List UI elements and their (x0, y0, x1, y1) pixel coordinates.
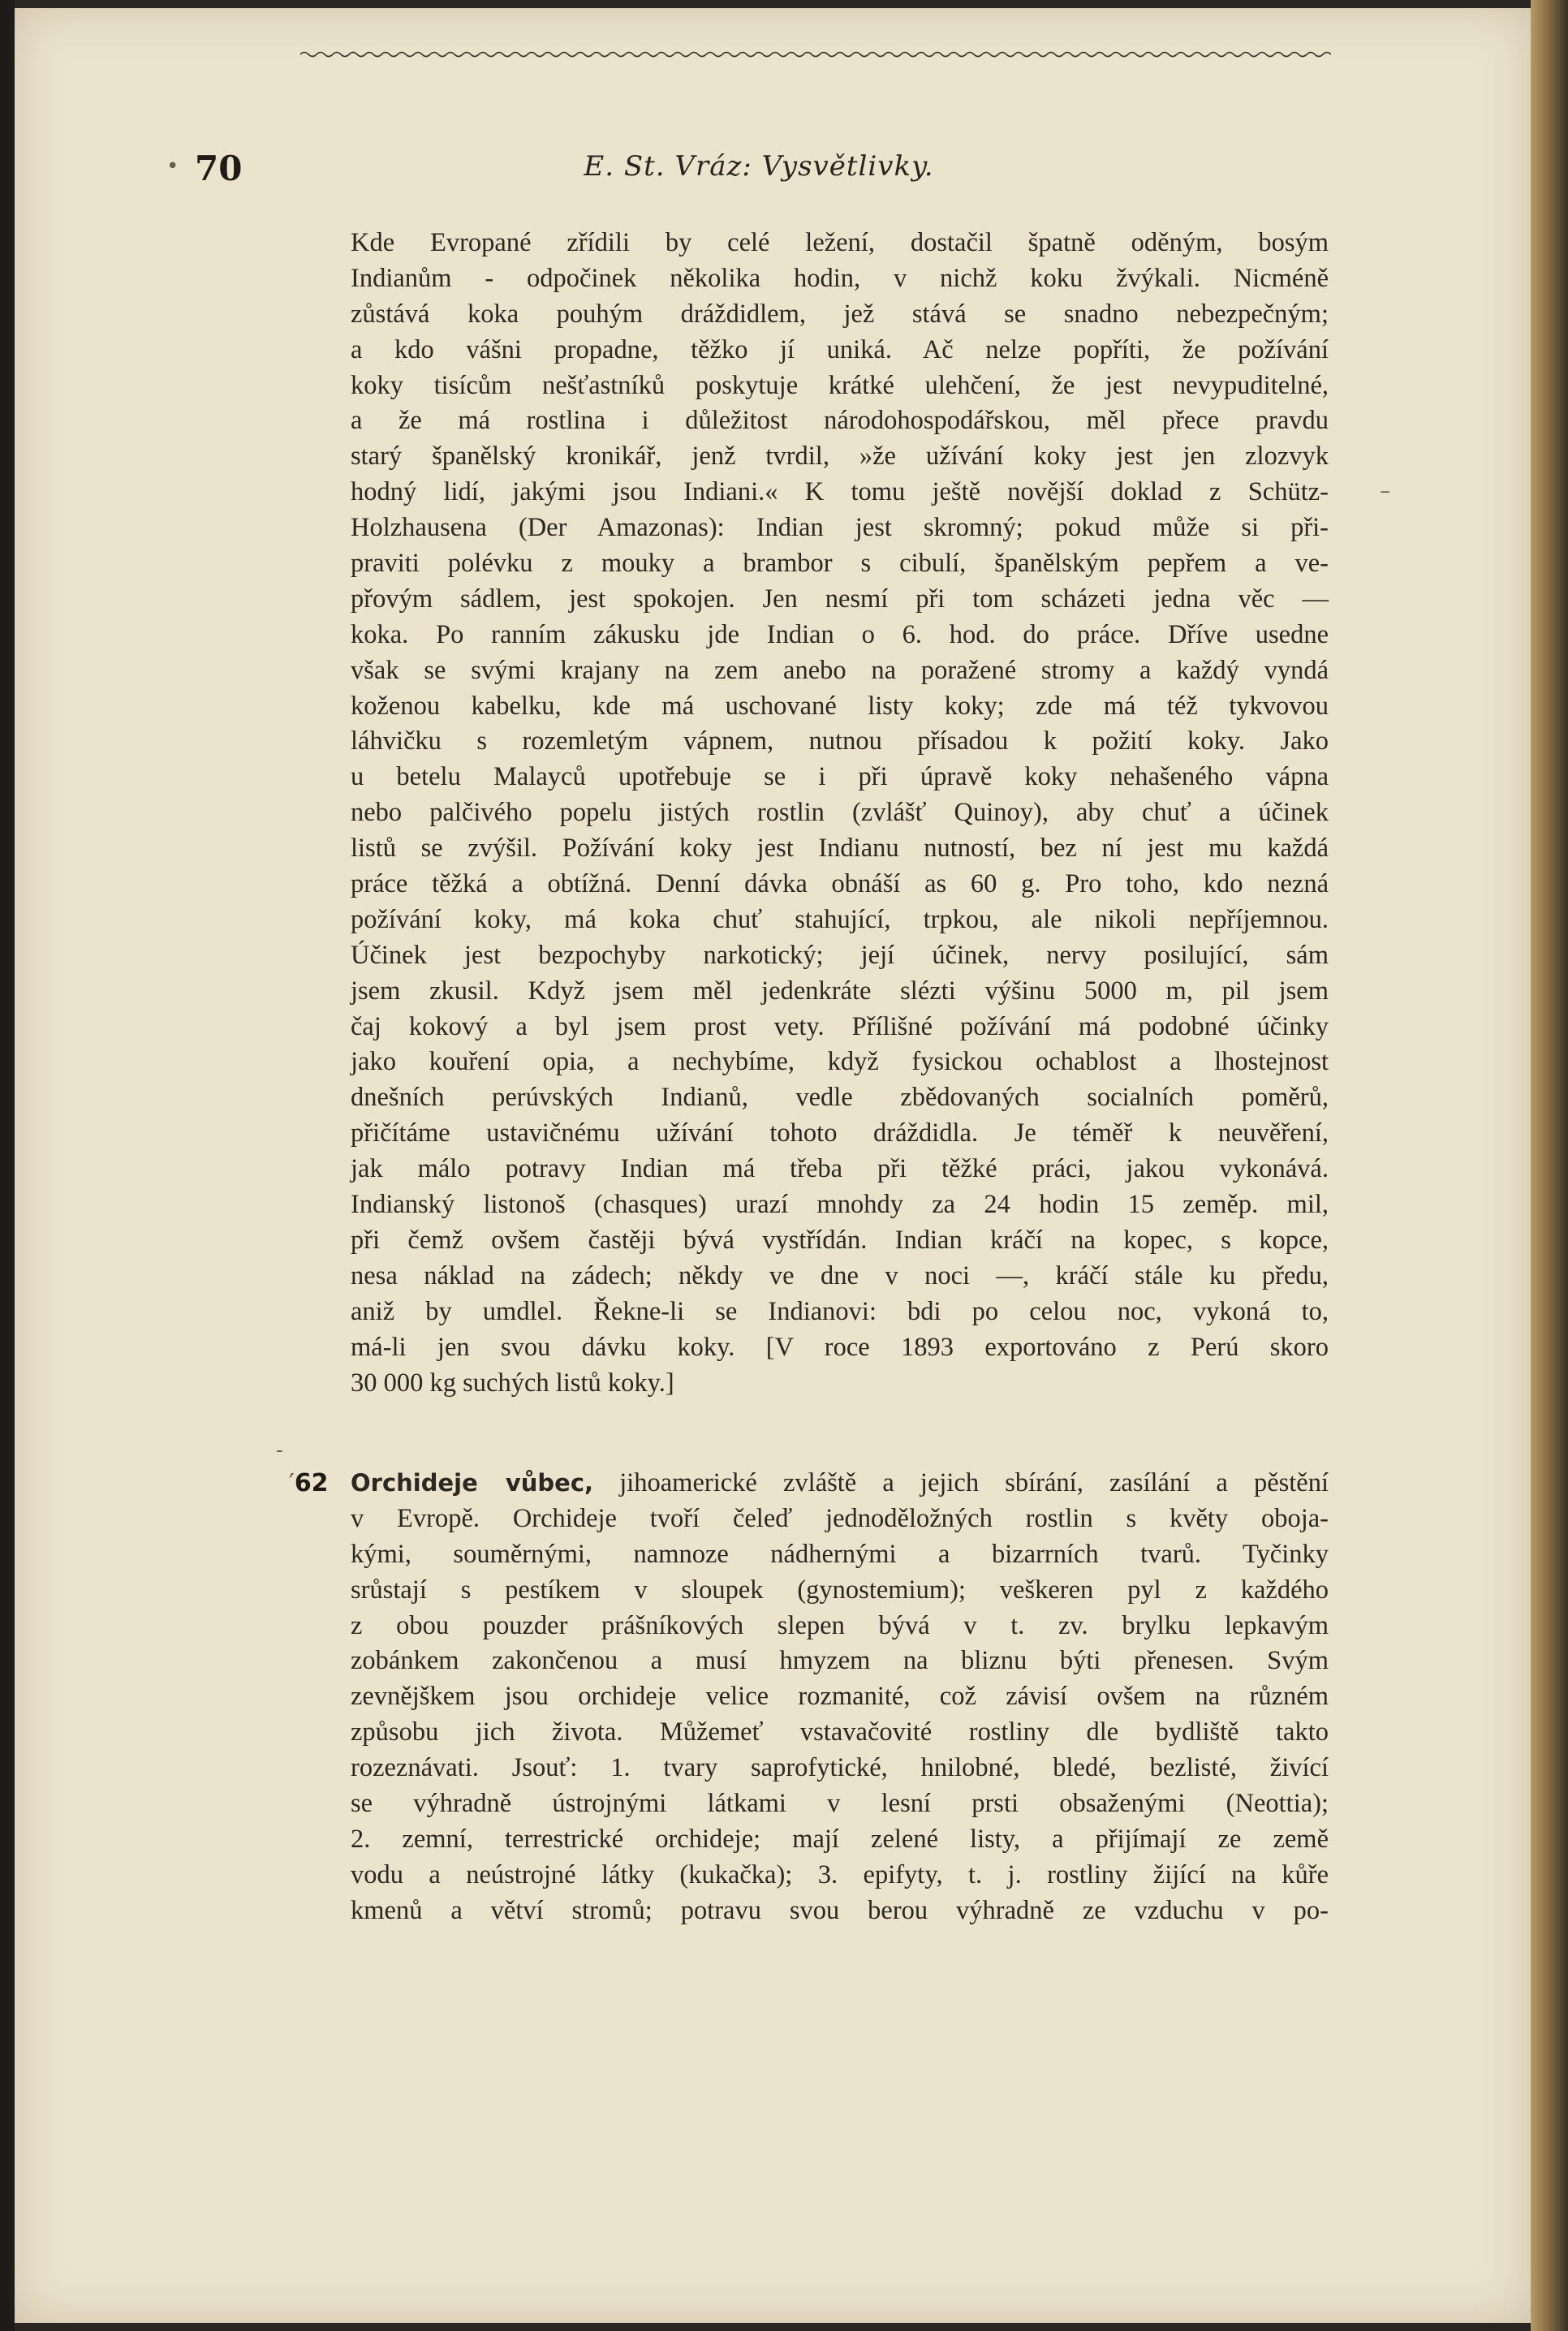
text-line: přičítáme ustavičnému užívání tohoto dráždidla. Je téměř k neuvěření, (351, 1118, 1329, 1148)
text-line: Indianům - odpočinek několika hodin, v nichž koku žvýkali. Nicméně (351, 263, 1329, 293)
text-line: jak málo potravy Indian má třeba při těžké práci, jakou vykonává. (351, 1154, 1329, 1184)
margin-mark: – (1380, 479, 1390, 503)
text-line: aniž by umdlel. Řekne-li se Indianovi: bdi po celou noc, vykoná to, (351, 1296, 1329, 1326)
text-line: zůstává koka pouhým dráždidlem, jež stává se snadno nebezpečným; (351, 299, 1329, 329)
text-line: čaj kokový a byl jsem prost vety. Přílišné požívání má podobné účinky (351, 1011, 1329, 1041)
text-line: z obou pouzder prášníkových slepen bývá v t. zv. brylku lepkavým (351, 1610, 1329, 1640)
text-line: listů se zvýšil. Požívání koky jest Indianu nutností, bez ní jest mu každá (351, 834, 1329, 864)
text-line: však se svými krajany na zem anebo na poražené stromy a každý vyndá (351, 655, 1329, 685)
text-line: se výhradně ústrojnými látkami v lesní prsti obsaženými (Neottia); (351, 1789, 1329, 1819)
text-line: 2. zemní, terrestrické orchideje; mají zelené listy, a přijímají ze země (351, 1824, 1329, 1854)
text-line: srůstají s pestíkem v sloupek (gynostemium); veškeren pyl z každého (351, 1575, 1329, 1605)
text-line: přovým sádlem, jest spokojen. Jen nesmí při tom scházeti jedna věc — (351, 584, 1329, 614)
entry-62-orchideje (289, 1466, 1329, 1929)
text-line: Holzhausena (Der Amazonas): Indian jest skromný; pokud může si při- (351, 513, 1329, 543)
text-line: způsobu jich života. Můžemeť vstavačovité rostliny dle bydliště takto (351, 1717, 1329, 1747)
text-line: láhvičku s rozemletým vápnem, nutnou přísadou k požití koky. Jako (351, 726, 1329, 756)
text-line: 30 000 kg suchých listů koky.] (351, 1368, 674, 1398)
entry-first-line (351, 1466, 1329, 1502)
entry-heading: Orchideje vůbec, (351, 1469, 594, 1497)
scan-left-edge (0, 0, 15, 2331)
text-line: vodu a neústrojné látky (kukačka); 3. epifyty, t. j. rostliny žijící na kůře (351, 1859, 1329, 1889)
text-line: jsem zkusil. Když jsem měl jedenkráte slézti výšinu 5000 m, pil jsem (351, 976, 1329, 1006)
text-line: a že má rostlina i důležitost národohospodářskou, měl přece pravdu (351, 406, 1329, 436)
text-line: při čemž ovšem častěji bývá vystřídán. Indian kráčí na kopec, s kopce, (351, 1225, 1329, 1255)
text-line: a kdo vášni propadne, těžko jí uniká. Ač nelze popříti, že požívání (351, 334, 1329, 364)
page-number: 70 (195, 149, 243, 188)
text-line: koženou kabelku, kde má uschované listy koky; zde má též tykvovou (351, 691, 1329, 721)
margin-mark: • (166, 154, 179, 179)
text-line: Účinek jest bezpochyby narkotický; její účinek, nervy posilující, sám (351, 940, 1329, 970)
book-binding-edge (1531, 0, 1568, 2331)
text-line: dnešních perúvských Indianů, vedle zbědovaných socialních poměrů, (351, 1083, 1329, 1113)
text-line: požívání koky, má koka chuť stahující, trpkou, ale nikoli nepříjemnou. (351, 904, 1329, 934)
text-line: Kde Evropané zřídili by celé ležení, dostačil špatně oděným, bosým (351, 228, 1329, 257)
header-wavy-rule (300, 49, 1331, 60)
entry-number (289, 1466, 329, 1502)
entry-first-line-text: jihoamerické zvláště a jejich sbírání, zasílání a pěstění (619, 1468, 1329, 1497)
text-line: má-li jen svou dávku koky. [V roce 1893 exportováno z Perú skoro (351, 1332, 1329, 1362)
text-line: kými, souměrnými, namnoze nádhernými a bizarrních tvarů. Tyčinky (351, 1539, 1329, 1569)
text-line: kmenů a větví stromů; potravu svou berou výhradně ze vzduchu v po- (351, 1895, 1329, 1925)
text-line: práce těžká a obtížná. Denní dávka obnáší as 60 g. Pro toho, kdo nezná (351, 869, 1329, 899)
text-line: hodný lidí, jakými jsou Indiani.« K tomu ještě novější doklad z Schütz- (351, 477, 1329, 507)
entry-marker: ′ (289, 1469, 295, 1497)
text-line: koka. Po ranním zákusku jde Indian o 6. hod. do práce. Dříve usedne (351, 619, 1329, 649)
text-line: nesa náklad na zádech; někdy ve dne v noci —, kráčí stále ku předu, (351, 1260, 1329, 1290)
text-line: rozeznávati. Jsouť: 1. tvary saprofytické, hnilobné, bledé, bezlisté, živící (351, 1753, 1329, 1783)
text-line: Indianský listonoš (chasques) urazí mnohdy za 24 hodin 15 zeměp. mil, (351, 1190, 1329, 1220)
margin-mark: - (276, 1438, 283, 1463)
text-line: zobánkem zakončenou a musí hmyzem na bliznu býti přenesen. Svým (351, 1646, 1329, 1676)
text-line: praviti polévku z mouky a brambor s cibulí, španělským pepřem a ve- (351, 549, 1329, 579)
entry-number-value: 62 (294, 1469, 329, 1497)
running-head: E. St. Vráz: Vysvětlivky. (584, 150, 934, 183)
text-line: v Evropě. Orchideje tvoří čeleď jednoděložných rostlin s květy oboja- (351, 1503, 1329, 1533)
text-line: nebo palčivého popelu jistých rostlin (zvlášť Quinoy), aby chuť a účinek (351, 798, 1329, 828)
text-line: zevnějškem jsou orchideje velice rozmanité, což závisí ovšem na různém (351, 1682, 1329, 1712)
text-line: u betelu Malayců upotřebuje se i při úpravě koky nehašeného vápna (351, 762, 1329, 792)
text-line: jako kouření opia, a nechybíme, když fysickou ochablost a lhostejnost (351, 1047, 1329, 1077)
page-header (195, 142, 1323, 199)
paragraph-coca (351, 226, 1329, 1401)
text-line: starý španělský kronikář, jenž tvrdil, »že užívání koky jest jen zlozvyk (351, 442, 1329, 472)
text-line: koky tisícům nešťastníků poskytuje krátké ulehčení, že jest nevypuditelné, (351, 370, 1329, 400)
